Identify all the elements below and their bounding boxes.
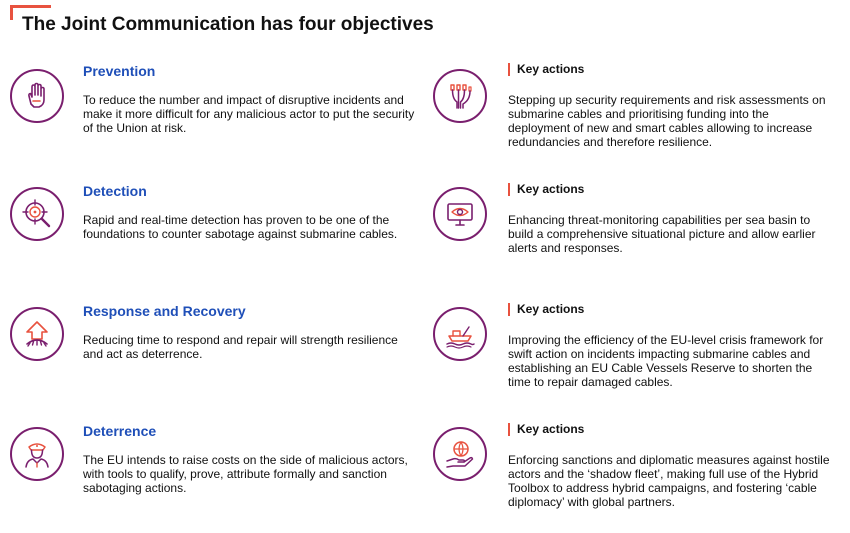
key-actions-heading-deterrence: Key actions (508, 423, 584, 436)
objective-description-deterrence: The EU intends to raise costs on the side of malicious actors, with tools to qualify, prove, attribute formally and sanction sabotaging actions. (83, 453, 408, 495)
objective-row-deterrence (0, 423, 850, 533)
objective-title-detection: Detection (83, 183, 147, 199)
key-actions-heading-prevention: Key actions (508, 63, 584, 76)
cables-icon (433, 69, 487, 123)
key-actions-text-deterrence: Enforcing sanctions and diplomatic measures against hostile actors and the ‘shadow fleet’, making full use of the Hybrid Toolbox to address hybrid campaigns, and fostering ‘cable diplomacy’ with global partners. (508, 453, 830, 509)
key-actions-text-prevention: Stepping up security requirements and risk assessments on submarine cables and prioritising funding into the deployment of new and smart cables allowing to increase redundancies and therefore resilience. (508, 93, 826, 149)
objective-row-response-recovery (0, 303, 850, 413)
key-actions-text-response-recovery: Improving the efficiency of the EU-level crisis framework for swift action on incidents impacting submarine cables and establishing an EU Cable Vessels Reserve to shorten the time to repair damaged cables. (508, 333, 824, 389)
objective-description-detection: Rapid and real-time detection has proven to be one of the foundations to counter sabotage against submarine cables. (83, 213, 398, 241)
target-magnifier-icon (10, 187, 64, 241)
objective-row-detection (0, 183, 850, 293)
objective-description-response-recovery: Reducing time to respond and repair will strength resilience and act as deterrence. (83, 333, 398, 361)
raised-hand-icon (10, 69, 64, 123)
objective-title-response-recovery: Response and Recovery (83, 303, 246, 319)
cable-ship-icon (433, 307, 487, 361)
objective-description-prevention: To reduce the number and impact of disruptive incidents and make it more difficult for any malicious actor to put the security of the Union at risk. (83, 93, 415, 135)
objective-title-deterrence: Deterrence (83, 423, 157, 439)
globe-hand-icon (433, 427, 487, 481)
page-title: The Joint Communication has four objectives (22, 14, 434, 35)
objective-title-prevention: Prevention (83, 63, 156, 79)
key-actions-heading-detection: Key actions (508, 183, 584, 196)
officer-icon (10, 427, 64, 481)
key-actions-heading-response-recovery: Key actions (508, 303, 584, 316)
objective-row-prevention (0, 63, 850, 173)
monitor-eye-icon (433, 187, 487, 241)
key-actions-text-detection: Enhancing threat-monitoring capabilities per sea basin to build a comprehensive situational picture and allow earlier alerts and responses. (508, 213, 816, 255)
recovery-arrow-icon (10, 307, 64, 361)
